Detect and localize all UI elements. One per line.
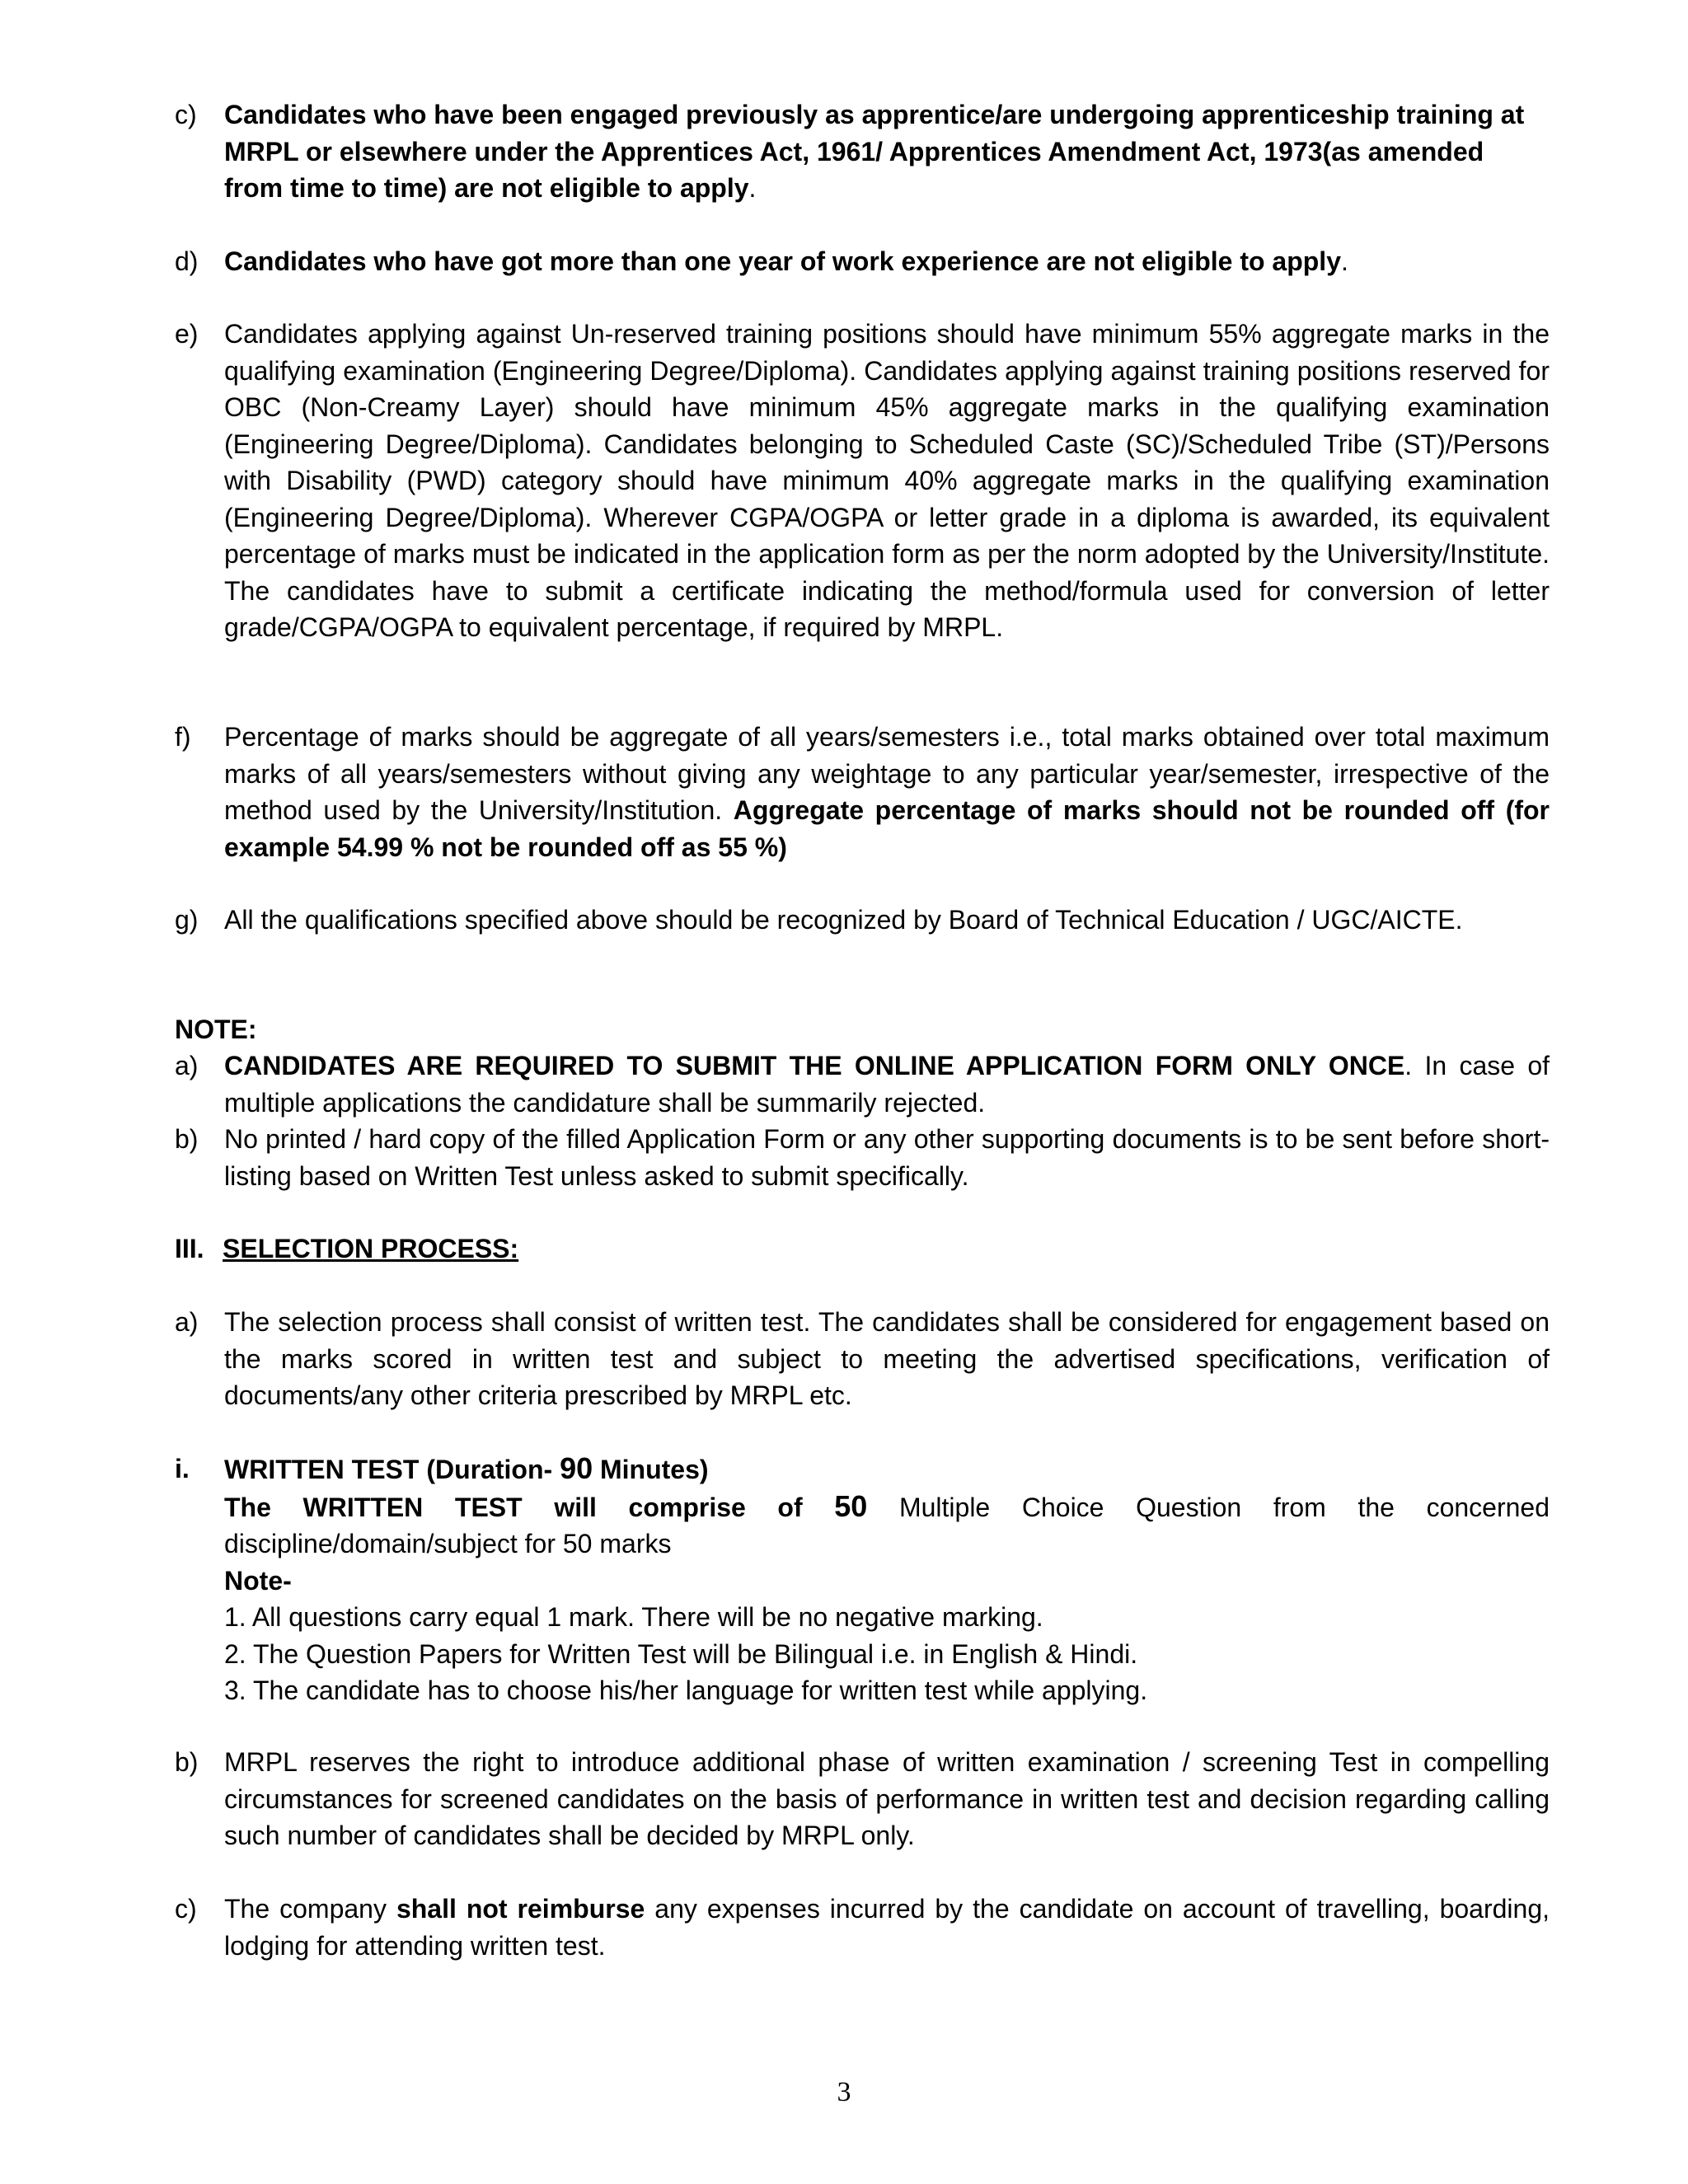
note-a-bold: CANDIDATES ARE REQUIRED TO SUBMIT THE ONLINE APPLICATION FORM ONLY ONCE	[224, 1051, 1405, 1080]
eligibility-item-c: c) Candidates who have been engaged previously as apprentice/are undergoing apprenticeship training at MRPL or elsewhere under the Apprentices Act, 1961/ Apprentices Amendment Act, 1973(as amended from time to time) are not eligible to apply.	[224, 96, 1550, 207]
list-marker: c)	[175, 100, 197, 129]
eligibility-item-e	[175, 316, 1550, 646]
written-test-note-3: 3. The candidate has to choose his/her language for written test while applying.	[224, 1675, 1148, 1705]
list-marker: a)	[175, 1051, 199, 1080]
eligibility-item-f	[175, 719, 1550, 865]
note-item-b	[175, 1121, 1550, 1194]
selection-item-a	[175, 1304, 1550, 1414]
section-heading	[175, 1230, 518, 1268]
written-test-note-1: 1. All questions carry equal 1 mark. There will be no negative marking.	[224, 1602, 1043, 1632]
list-marker: c)	[175, 1894, 197, 1924]
selection-b-text: MRPL reserves the right to introduce additional phase of written examination / screening Test in compelling circumstances for screened candidates on the basis of performance in written test and decision regarding calling such number of candidates shall be decided by MRPL only.	[224, 1747, 1550, 1850]
eligibility-item-d: d) Candidates who have got more than one year of work experience are not eligible to apply.	[224, 243, 1550, 280]
selection-item-b	[175, 1744, 1550, 1854]
eligibility-f-bold: Aggregate percentage of marks should not be rounded off (for example 54.99 % not be rounded off as 55 %)	[224, 795, 1550, 862]
list-marker: g)	[175, 905, 199, 935]
eligibility-g-text: All the qualifications specified above should be recognized by Board of Technical Education / UGC/AICTE.	[224, 905, 1463, 935]
selection-item-c: c) The company shall not reimburse any expenses incurred by the candidate on account of travelling, boarding, lodging for attending written test.	[224, 1891, 1550, 1964]
list-marker: a)	[175, 1307, 199, 1337]
selection-c-bold: shall not reimburse	[396, 1894, 645, 1924]
note-heading: NOTE:	[175, 1015, 257, 1044]
list-marker: f)	[175, 722, 191, 752]
page-number: 3	[837, 2077, 851, 2107]
note-b-text: No printed / hard copy of the filled Application Form or any other supporting documents is to be sent before short-listing based on Written Test unless asked to submit specifically.	[224, 1124, 1550, 1191]
eligibility-d-text: Candidates who have got more than one year of work experience are not eligible to apply	[224, 246, 1341, 276]
eligibility-item-g	[175, 902, 1550, 939]
list-marker: d)	[175, 246, 199, 276]
eligibility-f-text: Percentage of marks should be aggregate of all years/semesters i.e., total marks obtained over total maximum marks of all years/semesters without giving any weightage to any particular year/semester, irrespective of the method used by the University/Institution.	[224, 722, 1550, 825]
written-test-description: The WRITTEN TEST will comprise of 50 Multiple Choice Question from the concerned discipline/domain/subject for 50 marks	[224, 1488, 1550, 1558]
section-title: SELECTION PROCESS:	[223, 1234, 519, 1263]
written-test-note-2: 2. The Question Papers for Written Test will be Bilingual i.e. in English & Hindi.	[224, 1638, 1138, 1669]
eligibility-e-text: Candidates applying against Un-reserved training positions should have minimum 55% aggregate marks in the qualifying examination (Engineering Degree/Diploma). Candidates applying against training positions reserved for OBC (Non-Creamy Layer) should have minimum 45% aggregate marks in the qualifying examination (Engineering Degree/Diploma). Candidates belonging to Scheduled Caste (SC)/Scheduled Tribe (ST)/Persons with Disability (PWD) category should have minimum 40% aggregate marks in the qualifying examination (Engineering Degree/Diploma). Wherever CGPA/OGPA or letter grade in a diploma is awarded, its equivalent percentage of marks must be indicated in the application form as per the norm adopted by the University/Institute. The candidates have to submit a certificate indicating the method/formula used for conversion of letter grade/CGPA/OGPA to equivalent percentage, if required by MRPL.	[224, 319, 1550, 642]
list-marker: b)	[175, 1124, 199, 1154]
section-number: III.	[175, 1234, 204, 1263]
selection-a-text: The selection process shall consist of written test. The candidates shall be considered for engagement based on the marks scored in written test and subject to meeting the advertised specifications, verification of documents/any other criteria prescribed by MRPL etc.	[224, 1307, 1550, 1410]
list-marker: e)	[175, 319, 199, 349]
question-count: 50	[834, 1488, 868, 1523]
duration-value: 90	[560, 1451, 593, 1485]
list-marker: b)	[175, 1747, 199, 1777]
written-test-block	[175, 1451, 1550, 1709]
written-test-note-label: Note-	[224, 1565, 292, 1596]
note-item-a	[175, 1047, 1550, 1121]
written-test-title: WRITTEN TEST (Duration- 90 Minutes)	[224, 1451, 709, 1485]
eligibility-c-text: Candidates who have been engaged previously as apprentice/are undergoing apprenticeship training at MRPL or elsewhere under the Apprentices Act, 1961/ Apprentices Amendment Act, 1973(as amended from time to time) are not eligible to apply	[224, 100, 1525, 203]
list-marker: i.	[175, 1454, 190, 1483]
note-a-text: . In case of multiple applications the candidature shall be summarily rejected.	[224, 1051, 1550, 1118]
